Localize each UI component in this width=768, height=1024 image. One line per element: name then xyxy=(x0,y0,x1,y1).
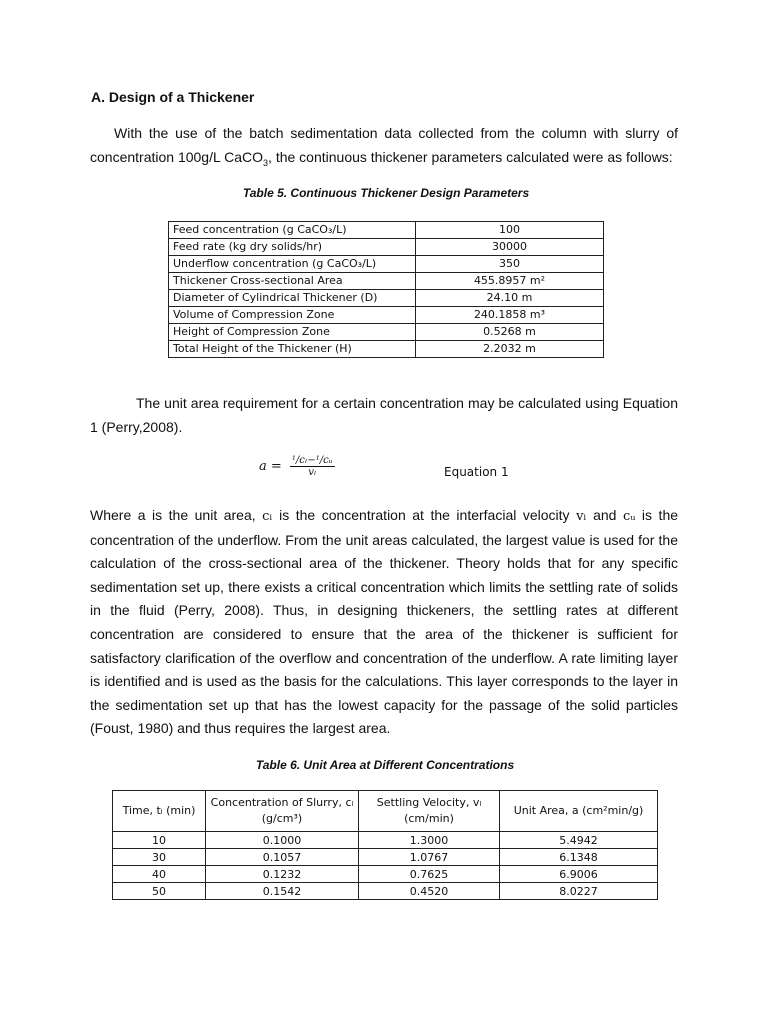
table6-caption: Table 6. Unit Area at Different Concentrations xyxy=(255,758,515,772)
parameter-value: 240.1858 m³ xyxy=(416,307,604,324)
table-row xyxy=(169,273,604,290)
body-text: is the concentration at the interfacial velocity xyxy=(272,507,577,523)
table-row xyxy=(169,290,604,307)
parameter-value: 100 xyxy=(416,222,604,239)
column-header: Unit Area, a (cm²min/g) xyxy=(500,791,658,832)
table-row xyxy=(113,832,658,849)
parameter-value: 24.10 m xyxy=(416,290,604,307)
table-cell: 8.0227 xyxy=(500,883,658,900)
equation-lhs: a = xyxy=(259,459,282,474)
table-cell: 6.1348 xyxy=(500,849,658,866)
parameter-value: 2.2032 m xyxy=(416,341,604,358)
table-header-row xyxy=(113,791,658,832)
table-row xyxy=(169,222,604,239)
equation-denominator: vₗ xyxy=(308,467,317,478)
table-row xyxy=(169,341,604,358)
section-heading: A. Design of a Thickener xyxy=(91,89,255,105)
intro-subscript: 3 xyxy=(263,157,269,168)
table-cell: 0.1000 xyxy=(206,832,359,849)
table-cell: 10 xyxy=(113,832,206,849)
parameter-value: 0.5268 m xyxy=(416,324,604,341)
table-cell: 0.1542 xyxy=(206,883,359,900)
intro-text-2: , the continuous thickener parameters calculated were as follows: xyxy=(268,148,673,165)
table-row xyxy=(169,307,604,324)
equation-fraction xyxy=(290,455,335,478)
column-header: Settling Velocity, vₗ (cm/min) xyxy=(359,791,500,832)
table-cell: 40 xyxy=(113,866,206,883)
symbol-vl: vₗ xyxy=(576,509,587,524)
parameter-label: Underflow concentration (g CaCO₃/L) xyxy=(169,256,416,273)
table-row xyxy=(113,849,658,866)
unit-area-paragraph: The unit area requirement for a certain concentration may be calculated using Equation 1 (Perry,2008). xyxy=(90,395,678,435)
table-cell: 30 xyxy=(113,849,206,866)
parameter-value: 350 xyxy=(416,256,604,273)
table-cell: 6.9006 xyxy=(500,866,658,883)
column-header: Concentration of Slurry, cₗ (g/cm³) xyxy=(206,791,359,832)
equation-numerator: ¹/cₗ−¹/cᵤ xyxy=(291,455,333,466)
parameter-label: Diameter of Cylindrical Thickener (D) xyxy=(169,290,416,307)
table-row xyxy=(169,324,604,341)
parameter-value: 455.8957 m² xyxy=(416,273,604,290)
parameter-label: Feed rate (kg dry solids/hr) xyxy=(169,239,416,256)
table-cell: 50 xyxy=(113,883,206,900)
table-cell: 0.1232 xyxy=(206,866,359,883)
symbol-cu: cᵤ xyxy=(622,509,636,524)
table-cell: 1.0767 xyxy=(359,849,500,866)
table-cell: 0.7625 xyxy=(359,866,500,883)
parameter-label: Feed concentration (g CaCO₃/L) xyxy=(169,222,416,239)
table-cell: 0.1057 xyxy=(206,849,359,866)
body-text: and xyxy=(586,507,623,523)
column-header: Time, tₗ (min) xyxy=(113,791,206,832)
table-cell: 0.4520 xyxy=(359,883,500,900)
intro-paragraph xyxy=(90,122,678,175)
parameter-label: Volume of Compression Zone xyxy=(169,307,416,324)
table-row xyxy=(113,883,658,900)
equation-label: Equation 1 xyxy=(444,465,509,479)
body-text: is the concentration of the underflow. From the unit areas calculated, the largest value is used for the calculation of the cross-sectional area of the thickener. Theory holds that for any specific sedimentation set up, there exists a critical concentration which limits the settling rate of solids in the fluid (Perry, 2008). Thus, in designing thickeners, the settling rates at different concentration are considered to ensure that the area of the thickener is sufficient for satisfactory clarification of the overflow and concentration of the underflow. A rate limiting layer is identified and is used as the basis for the calculations. This layer corresponds to the layer in the sedimentation set up that has the lowest capacity for the passage of the solid particles (Foust, 1980) and thus requires the largest area. xyxy=(90,507,679,737)
symbol-cl: cₗ xyxy=(262,509,273,524)
equation-1 xyxy=(259,455,335,478)
table-cell: 1.3000 xyxy=(359,832,500,849)
design-parameters-table xyxy=(168,221,604,358)
body-paragraph xyxy=(90,504,678,741)
body-text: Where a is the unit area, xyxy=(90,507,263,523)
unit-area-table xyxy=(112,790,658,900)
intro-text-1: With the use of the batch sedimentation data collected from the column with slurry of concentration 100g/L CaCO xyxy=(90,125,678,165)
table-cell: 5.4942 xyxy=(500,832,658,849)
parameter-label: Height of Compression Zone xyxy=(169,324,416,341)
parameter-value: 30000 xyxy=(416,239,604,256)
parameter-label: Total Height of the Thickener (H) xyxy=(169,341,416,358)
table-row xyxy=(113,866,658,883)
table5-caption: Table 5. Continuous Thickener Design Parameters xyxy=(242,186,530,200)
table-row xyxy=(169,239,604,256)
table-row xyxy=(169,256,604,273)
parameter-label: Thickener Cross-sectional Area xyxy=(169,273,416,290)
